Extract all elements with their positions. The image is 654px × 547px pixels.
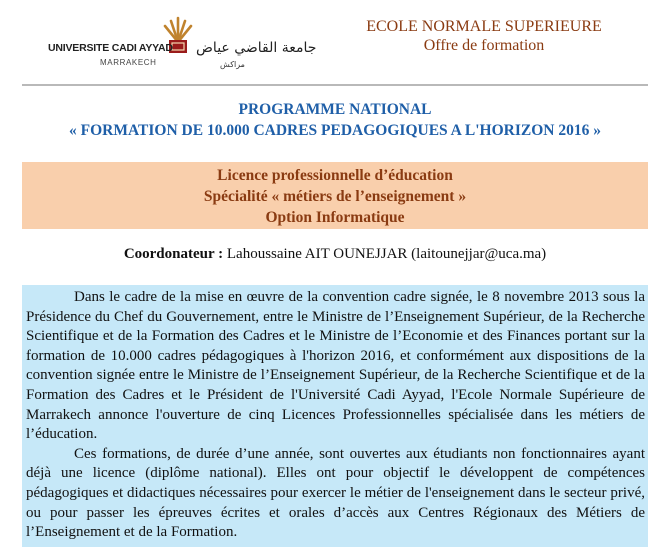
coordinator-line [0, 246, 654, 263]
university-name-latin: UNIVERSITE CADI AYYAD [48, 42, 173, 54]
university-name-arabic: جامعة القاضي عياض [196, 40, 317, 56]
university-city-latin: MARRAKECH [100, 58, 157, 67]
licence-title: Licence professionnelle d’éducation [217, 167, 453, 184]
description-paragraph-1: Dans le cadre de la mise en œuvre de la convention cadre signée, le 8 novembre 2013 sous la Présidence du Chef du Gouvernement, entre le Ministre de l’Enseignement Supérieur, de la Recherche Scientifique et de la Formation des Cadres et le Ministre de l’Economie et des Finances portant sur la formation de 10.000 cadres pédagogiques à l'horizon 2016, et conformément aux dispositions de la convention signée entre le Ministre de l’Enseignement Supérieur, de la Recherche Scientifique et de la Formation des Cadres et le Président de l'Université Cadi Ayyad, l'Ecole Normale Supérieure de Marrakech annonce l'ouverture de cinq Licences Professionnelles spécialisée dans les métiers de l’éducation. [26, 289, 645, 443]
coordinator-label: Coordonateur : [123, 246, 224, 262]
description-paragraph-2: Ces formations, de durée d’une année, sont ouvertes aux étudiants non fonctionnaires ayant déjà une licence (diplôme national). Elles ont pour objectif le développent de compétences pédagogiques et didactiques nécessaires pour exercer le métier de l'enseignement dans le secteur privé, ou pour passer les épreuves écrites et orales d’accès aux Centres Régionaux des Métiers de l’Enseignement et de la Formation. [26, 445, 645, 541]
licence-option: Option Informatique [265, 209, 405, 226]
licence-box [22, 162, 648, 229]
university-city-arabic: مراكش [220, 60, 245, 69]
licence-speciality: Spécialité « métiers de l’enseignement » [203, 188, 467, 205]
school-subtitle: Offre de formation [423, 37, 545, 54]
university-logo [44, 8, 324, 74]
description-box [22, 285, 648, 547]
coordinator-value: Lahoussaine AIT OUNEJJAR (laitounejjar@uca.ma) [226, 246, 547, 262]
programme-line-1: PROGRAMME NATIONAL [238, 101, 432, 118]
programme-title [0, 99, 654, 141]
header-divider [22, 84, 648, 86]
school-block [360, 17, 608, 55]
description-text [22, 285, 648, 543]
programme-line-2: « FORMATION DE 10.000 CADRES PEDAGOGIQUES A L'HORIZON 2016 » [69, 122, 601, 139]
school-name: ECOLE NORMALE SUPERIEURE [366, 18, 602, 35]
page-header [0, 0, 654, 80]
